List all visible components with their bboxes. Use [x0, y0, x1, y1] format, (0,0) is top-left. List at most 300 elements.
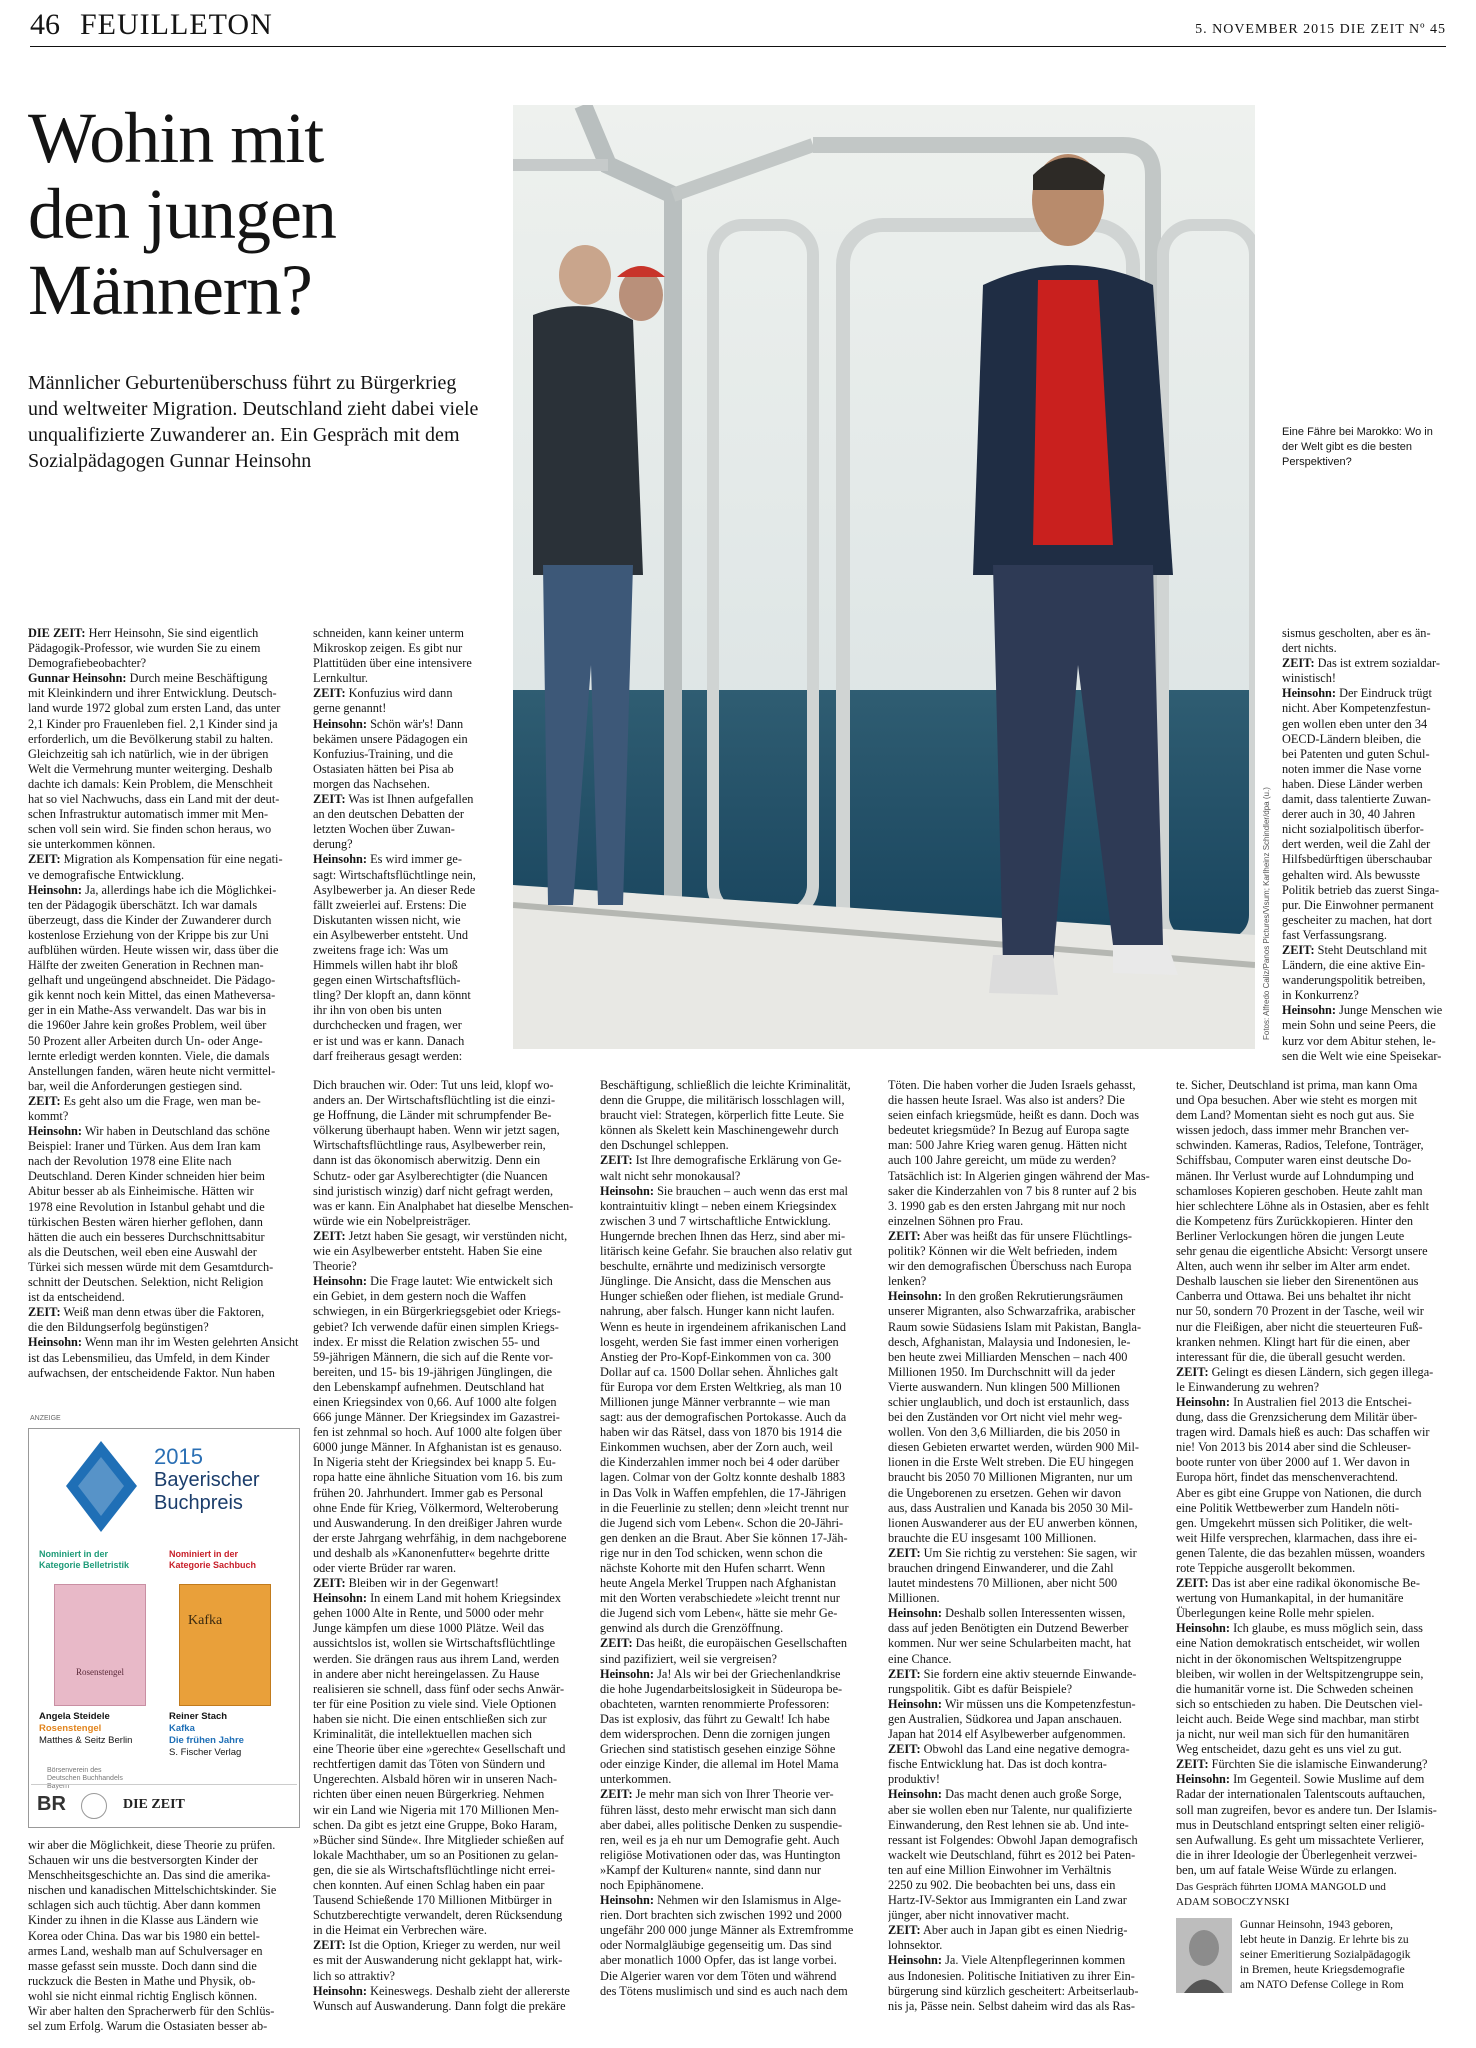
article-line	[888, 1184, 1163, 1199]
line-text: nur die Fleißigen, aber nicht die steuerteuren Fuß-	[1176, 1319, 1423, 1334]
book-cover-title: Kafka	[188, 1613, 223, 1628]
article-line	[888, 1667, 1163, 1682]
article-line	[600, 1591, 875, 1606]
line-text: Hungernde brechen Ihnen das Herz, sind aber mi-	[600, 1228, 846, 1243]
line-text: wir den demografischen Überschuss nach Europa	[888, 1259, 1132, 1274]
book-prize-ad[interactable]	[28, 1428, 300, 1828]
line-text: werden. Sie drängen raus aus ihrem Land, werden	[313, 1651, 560, 1666]
line-text: schamloses Kopieren geschoben. Heute zahlt man	[1176, 1183, 1423, 1198]
speaker-label: ZEIT:	[1176, 1576, 1209, 1591]
article-line	[1282, 868, 1452, 883]
line-text: Hilfsbedürftigen überschaubar	[1282, 852, 1432, 867]
category-nonfiction	[169, 1549, 256, 1571]
speaker-label: ZEIT:	[28, 852, 61, 867]
article-line	[600, 1682, 875, 1697]
article-line	[313, 1049, 483, 1064]
line-text: Asylbewerber ja. An dieser Rede	[313, 882, 476, 897]
article-line	[313, 1395, 588, 1410]
line-text: mit den Worten verabschiedete »leicht trennt nur	[600, 1591, 840, 1606]
book-subtitle: Die frühen Jahre	[169, 1735, 244, 1746]
article-line	[888, 1229, 1163, 1244]
article-line	[313, 1440, 588, 1455]
article-line	[888, 1938, 1163, 1953]
article-line	[28, 1883, 303, 1898]
line-text: aussichtslos ist, wollen sie Wirtschaftsflüchtlinge	[313, 1636, 556, 1651]
line-text: wir aber die Möglichkeit, diese Theorie zu prüfen.	[28, 1838, 276, 1852]
bio-line: am NATO Defense College in Rom	[1240, 1979, 1404, 1991]
article-line	[888, 1969, 1163, 1984]
line-text: die hohe Jugendarbeitslosigkeit in Südeuropa be-	[600, 1681, 843, 1696]
line-text: gescheiter zu machen, hat dort	[1282, 912, 1432, 927]
speaker-label: Heinsohn:	[600, 1183, 654, 1198]
line-text: schlagen sich auch tüchtig. Aber dann kommen	[28, 1898, 261, 1913]
line-text: derer auch in 30, 40 Jahren	[1282, 807, 1416, 822]
book-title: Kafka	[169, 1723, 195, 1734]
line-text: hat so viel Nachwuchs, dass ein Land mit der deut-	[28, 792, 280, 807]
article-line	[28, 822, 303, 837]
speaker-label: Heinsohn:	[28, 1124, 82, 1139]
article-line	[1282, 686, 1452, 701]
article-line	[888, 1606, 1163, 1621]
line-text: Politik betrieb das zuerst Singa-	[1282, 882, 1440, 897]
speaker-label: ZEIT:	[313, 686, 346, 701]
article-line	[888, 1395, 1163, 1410]
author-bio	[1240, 1918, 1452, 1993]
line-text: rige nur in den Tod schicken, wenn schon die	[600, 1545, 823, 1560]
article-line	[1176, 1470, 1451, 1485]
article-line	[313, 1938, 588, 1953]
article-line	[600, 1727, 875, 1742]
line-text: 2250 zu 902. Die beobachten bei uns, dass ein	[888, 1877, 1116, 1892]
article-line	[1282, 1018, 1452, 1033]
article-line	[28, 868, 303, 883]
speaker-label: Heinsohn:	[313, 716, 367, 731]
section-title: FEUILLETON	[80, 8, 273, 41]
article-line	[600, 1153, 875, 1168]
line-text: Tausend Schießende 170 Millionen Mitbürger in	[313, 1893, 553, 1908]
article-line	[1282, 701, 1452, 716]
book-cover-kafka[interactable]	[179, 1584, 271, 1706]
line-text: »Bücher sind Sünde«. Ihre Mitglieder schießen auf	[313, 1832, 564, 1847]
book-2-info	[169, 1711, 244, 1759]
article-line	[313, 1093, 588, 1108]
line-text: die Kompetenz fürs Zurückkopieren. Hinter den	[1176, 1213, 1413, 1228]
line-text: aber sie wollen eben nur Talente, nur qualifizierte	[888, 1802, 1133, 1817]
speaker-label: ZEIT:	[1282, 656, 1315, 671]
article-line	[888, 1516, 1163, 1531]
article-line	[1282, 626, 1452, 641]
article-line	[600, 1304, 875, 1319]
article-line	[1282, 671, 1452, 686]
line-text: Bleiben wir in der Gegenwart!	[345, 1576, 499, 1591]
line-text: braucht viel: Strategen, körperlich fitte Leute. Sie	[600, 1108, 844, 1123]
line-text: sind pazifiziert, weil sie vergreisen?	[600, 1651, 777, 1666]
speaker-label: ZEIT:	[1176, 1364, 1209, 1379]
article-line	[1176, 1803, 1451, 1818]
article-line	[1282, 898, 1452, 913]
article-line	[28, 747, 303, 762]
headline-line: Wohin mit	[28, 98, 324, 178]
line-text: rechtfertigen damit das Töten von Sündern und	[313, 1757, 545, 1772]
line-text: nie! Von 2013 bis 2014 aber sind die Schleuser-	[1176, 1440, 1411, 1455]
speaker-label: ZEIT:	[600, 1787, 633, 1802]
article-line	[888, 1365, 1163, 1380]
standfirst-line: unqualifizierte Zuwanderer an. Ein Gespräch mit dem	[28, 424, 460, 446]
line-text: Der Eindruck trügt	[1336, 686, 1432, 701]
article-line	[600, 1289, 875, 1304]
line-text: nischen und kanadischen Mittelschichtskinder. Sie	[28, 1883, 277, 1898]
article-line	[1176, 1380, 1451, 1395]
article-line	[1176, 1848, 1451, 1863]
article-line	[1176, 1516, 1451, 1531]
line-text: anders an. Der Wirtschaftsflüchtling ist die einzi-	[313, 1093, 556, 1108]
article-line	[600, 1848, 875, 1863]
article-line	[888, 1470, 1163, 1485]
article-line	[313, 1229, 588, 1244]
line-text: darf freiheraus gesagt werden:	[313, 1048, 463, 1063]
article-line	[1176, 1440, 1451, 1455]
article-line	[28, 928, 303, 943]
article-line	[313, 913, 483, 928]
line-text: hätten die auch ein besseres Durchschnittsabitur	[28, 1229, 265, 1244]
book-cover-rosenstengel[interactable]	[54, 1584, 146, 1706]
line-text: lagen. Colmar von der Goltz konnte deshalb 1883	[600, 1470, 846, 1485]
article-line	[600, 1878, 875, 1893]
line-text: und deshalb als »Kanonenfutter« begehrte dritte	[313, 1545, 550, 1560]
article-line	[1282, 943, 1452, 958]
article-line	[28, 1335, 303, 1350]
line-text: Wirtschaftsflüchtlinge raus, Asylbewerber rein,	[313, 1138, 546, 1153]
article-line	[600, 1486, 875, 1501]
line-text: sismus gescholten, aber es än-	[1282, 626, 1431, 640]
line-text: ben, um auf fatale Weise Würde zu erlangen.	[1176, 1862, 1397, 1877]
article-line	[888, 1727, 1163, 1742]
article-column-2	[313, 1078, 588, 2014]
line-text: Radar der internationalen Talentscouts auftauchen,	[1176, 1787, 1426, 1802]
speaker-label: Heinsohn:	[313, 1591, 367, 1606]
article-line	[313, 1078, 588, 1093]
line-text: aufwachsen, der entscheidende Faktor. Nun haben	[28, 1365, 275, 1380]
ad-label: ANZEIGE	[30, 1415, 61, 1422]
line-text: fällt zweierlei auf. Erstens: Die	[313, 897, 467, 912]
line-text: erforderlich, um die Bevölkerung stabil zu halten.	[28, 731, 274, 746]
standfirst-line: Männlicher Geburtenüberschuss führt zu Bürgerkrieg	[28, 372, 457, 394]
line-text: eine Chance.	[888, 1651, 952, 1666]
article-line	[28, 1154, 303, 1169]
article-line	[888, 1636, 1163, 1651]
article-line	[313, 1380, 588, 1395]
article-line	[313, 1425, 588, 1440]
line-text: Anstellungen fanden, wären heute nicht vermittel-	[28, 1063, 276, 1078]
article-line	[313, 1184, 588, 1199]
line-text: Das ist aber eine radikal ökonomische Be-	[1208, 1576, 1420, 1591]
prize-title-line: Bayerischer	[154, 1469, 260, 1491]
line-text: kranken nehmen. Klingt hart für die einen, aber	[1176, 1334, 1410, 1349]
line-text: in die Feuerlinie zu stellen; denn »leicht trennt nur	[600, 1500, 849, 1515]
line-text: masse gefasst sein musste. Doch dann sind die	[28, 1958, 257, 1973]
article-line	[888, 1169, 1163, 1184]
article-line	[600, 1244, 875, 1259]
line-text: Deutschland. Deren Kinder schneiden hier beim	[28, 1169, 265, 1184]
line-text: Ja, allerdings habe ich die Möglichkei-	[82, 882, 277, 897]
article-line	[1176, 1682, 1451, 1697]
article-line	[1282, 913, 1452, 928]
article-line	[313, 1591, 588, 1606]
article-line	[1282, 777, 1452, 792]
line-text: dung, dass die Grenzsicherung dem Militär über-	[1176, 1410, 1418, 1425]
line-text: richten über einen neuen Bürgerkrieg. Nehmen	[313, 1787, 545, 1802]
line-text: Dich brauchen wir. Oder: Tut uns leid, klopf wo-	[313, 1078, 554, 1092]
line-text: Beispiel: Iraner und Türken. Aus dem Iran kam	[28, 1139, 261, 1154]
line-text: litärisch keine Gefahr. Sie brauchen also relativ gut	[600, 1244, 852, 1259]
speaker-label: Heinsohn:	[888, 1696, 942, 1711]
line-text: Alten, auch wenn ihr selber im Alter arm endet.	[1176, 1259, 1411, 1274]
article-line	[313, 1410, 588, 1425]
article-line	[28, 1853, 303, 1868]
article-line	[1176, 1546, 1451, 1561]
line-text: Es wird immer ge-	[367, 852, 462, 867]
article-line	[1282, 762, 1452, 777]
article-line	[313, 732, 483, 747]
article-line	[888, 1455, 1163, 1470]
speaker-label: ZEIT:	[888, 1666, 921, 1681]
speaker-label: Heinsohn:	[1282, 1003, 1336, 1018]
article-line	[1176, 1138, 1451, 1153]
line-text: sagt: aus der demografischen Portokasse. Auch da	[600, 1410, 847, 1425]
line-text: zweitens frage ich: Was um	[313, 942, 449, 957]
seal-icon	[81, 1793, 107, 1819]
article-line	[313, 1727, 588, 1742]
article-line	[888, 1259, 1163, 1274]
line-text: bedeutet kriegsmüde? In Bezug auf Europa sagte	[888, 1123, 1130, 1138]
article-line	[313, 747, 483, 762]
line-text: dert nichts.	[1282, 641, 1337, 656]
line-text: Ostasiaten hätten bei Pisa ab	[313, 761, 454, 776]
line-text: Wenn man ihr im Westen gelehrten Ansicht	[82, 1335, 299, 1350]
article-column-1	[28, 626, 303, 1381]
line-text: Einwanderung, den Rest lehnen sie ab. Und inte-	[888, 1817, 1129, 1832]
article-line	[313, 1923, 588, 1938]
article-line	[600, 1969, 875, 1984]
article-line	[28, 958, 303, 973]
article-line	[600, 1425, 875, 1440]
prize-title-line: Buchpreis	[154, 1492, 243, 1514]
article-line	[1176, 1350, 1451, 1365]
category-line: Nominiert in der	[169, 1549, 239, 1559]
line-text: leicht auch. Beide Wege sind machbar, man stirbt	[1176, 1711, 1420, 1726]
article-line	[313, 1999, 588, 2014]
line-text: haben wir das Rätsel, dass von 1870 bis 1914 die	[600, 1425, 842, 1440]
article-line	[28, 1913, 303, 1928]
article-line	[888, 1984, 1163, 1999]
article-line	[1176, 1606, 1451, 1621]
line-text: kommt?	[28, 1109, 69, 1123]
article-line	[28, 2004, 303, 2019]
line-text: ressant ist Folgendes: Obwohl Japan demografisch	[888, 1832, 1138, 1847]
article-line	[28, 1305, 303, 1320]
line-text: zwischen 3 und 7 wirtschaftliche Entwicklung.	[600, 1213, 831, 1228]
article-column-5	[1176, 1078, 1451, 1878]
line-text: Aber es gibt eine Gruppe von Nationen, die durch	[1176, 1485, 1422, 1500]
article-line	[1176, 1772, 1451, 1787]
article-line	[313, 641, 483, 656]
line-text: morgen das Nachsehen.	[313, 776, 430, 791]
line-text: Mikroskop zeigen. Es gibt nur	[313, 641, 463, 656]
speaker-label: Heinsohn:	[313, 852, 367, 867]
article-line	[28, 671, 303, 686]
article-line	[313, 1259, 588, 1274]
article-line	[1282, 837, 1452, 852]
article-line	[600, 1606, 875, 1621]
speaker-label: DIE ZEIT:	[28, 626, 86, 640]
line-text: interessant für die, die überall gesucht werden.	[1176, 1349, 1406, 1364]
article-line	[600, 1093, 875, 1108]
line-text: kostenlose Erziehung von der Krippe bis zur Uni	[28, 927, 269, 942]
line-text: dachte ich damals: Kein Problem, die Menschheit	[28, 776, 273, 791]
book-cover-title: Rosenstengel	[76, 1667, 124, 1677]
header-rule	[30, 46, 1446, 47]
line-text: Dollar auf ca. 1500 Dollar sehen. Ähnliches galt	[600, 1364, 839, 1379]
article-line	[888, 1999, 1163, 2014]
speaker-label: Heinsohn:	[1176, 1621, 1230, 1636]
line-text: lohnsektor.	[888, 1938, 943, 1953]
article-line	[28, 1974, 303, 1989]
line-text: unserer Migranten, also Schwarzafrika, arabischer	[888, 1304, 1136, 1319]
line-text: die in ihrer Ideologie der Überlegenheit verzwei-	[1176, 1847, 1418, 1862]
line-text: »Kampf der Kulturen« nannte, sind dann nur	[600, 1862, 821, 1877]
article-line	[1176, 1214, 1451, 1229]
article-line	[1176, 1365, 1451, 1380]
article-line	[888, 1576, 1163, 1591]
author-portrait	[1176, 1918, 1232, 1993]
article-line	[313, 1018, 483, 1033]
article-line	[1282, 852, 1452, 867]
article-line	[888, 1591, 1163, 1606]
line-text: lokale Machthaber, um so an Positionen zu gelan-	[313, 1847, 559, 1862]
article-line	[313, 626, 483, 641]
article-line	[888, 1501, 1163, 1516]
article-line	[28, 1109, 303, 1124]
line-text: aufblühen würden. Heute wissen wir, dass über die	[28, 942, 279, 957]
line-text: wie ein Asylbewerber entsteht. Haben Sie eine	[313, 1244, 543, 1259]
line-text: Millionen.	[888, 1591, 940, 1606]
line-text: man: 500 Jahre Krieg waren genug. Hätten nicht	[888, 1138, 1128, 1153]
article-line	[313, 868, 483, 883]
headline-line: Männern?	[28, 250, 312, 330]
line-text: schen Infrastruktur automatisch immer mit Men-	[28, 807, 269, 822]
line-text: chen konnten. Auf einen Schlag haben ein paar	[313, 1877, 545, 1892]
bio-line: seiner Emeritierung Sozialpädagogik	[1240, 1949, 1411, 1961]
line-text: nahrung, aber falsch. Hunger kann nicht laufen.	[600, 1304, 835, 1319]
article-line	[888, 1787, 1163, 1802]
category-line: Nominiert in der	[39, 1549, 109, 1559]
article-line	[888, 1818, 1163, 1833]
article-line	[888, 1546, 1163, 1561]
line-text: den Lebenskampf aufnehmen. Deutschland hat	[313, 1379, 545, 1394]
article-line	[313, 1003, 483, 1018]
line-text: Ungerechten. Alsbald hören wir in unseren Nach-	[313, 1772, 558, 1787]
article-line	[313, 1034, 483, 1049]
line-text: Pädagogik-Professor, wie wurden Sie zu einem	[28, 641, 261, 656]
article-line	[1282, 973, 1452, 988]
article-line	[600, 1908, 875, 1923]
article-line	[888, 1335, 1163, 1350]
br-logo-icon: BR	[37, 1793, 66, 1815]
line-text: auch 100 Jahre gereicht, um müde zu werden?	[888, 1153, 1117, 1168]
line-text: saker die Kinderzahlen von 7 bis 8 runter auf 2 bis	[888, 1183, 1137, 1198]
line-text: gelhaft und ungeüngend abschneidet. Die Pädago-	[28, 973, 276, 988]
article-line	[600, 1078, 875, 1093]
line-text: soll man zugreifen, bevor es andere tun. Der Islamis-	[1176, 1802, 1437, 1817]
line-text: diesen Gebieten erwartet werden, würden 900 Mil-	[888, 1440, 1139, 1455]
article-line	[28, 1366, 303, 1381]
caption-line: Eine Fähre bei Marokko: Wo in	[1282, 426, 1433, 438]
article-line	[600, 1667, 875, 1682]
article-line	[600, 1531, 875, 1546]
article-column-4	[888, 1078, 1163, 2014]
article-line	[888, 1923, 1163, 1938]
line-text: Schutzberechtigte verwandelt, deren Rücksendung	[313, 1908, 563, 1923]
issue-date: 5. NOVEMBER 2015 DIE ZEIT Nº 45	[1195, 22, 1446, 37]
line-text: in Konkurrenz?	[1282, 988, 1359, 1003]
line-text: Deshalb lauschen sie lieber den Sirenentönen aus	[1176, 1274, 1419, 1289]
line-text: die humanitär vorne ist. Die Schweden scheinen	[1176, 1681, 1414, 1696]
article-line	[313, 1138, 588, 1153]
article-line	[600, 1818, 875, 1833]
line-text: haben. Diese Länder werben	[1282, 776, 1423, 791]
article-line	[313, 1561, 588, 1576]
line-text: le Einwanderung zu wehren?	[1176, 1379, 1320, 1394]
article-line	[28, 777, 303, 792]
line-text: Ja. Viele Altenpflegerinnen kommen	[942, 1953, 1126, 1968]
article-line	[313, 1169, 588, 1184]
line-text: Steht Deutschland mit	[1314, 942, 1427, 957]
line-text: ein Asylbewerber entsteht. Und	[313, 927, 469, 942]
article-line	[600, 1757, 875, 1772]
article-line	[600, 1440, 875, 1455]
line-text: führen lässt, desto mehr erwischt man sich dann	[600, 1802, 837, 1817]
article-line	[1176, 1757, 1451, 1772]
line-text: mit Kleinkindern und ihrer Entwicklung. Deutsch-	[28, 686, 277, 701]
article-line	[888, 1486, 1163, 1501]
line-text: sind juristisch winzig) darf nicht gefragt werden,	[313, 1183, 554, 1198]
line-text: winistisch!	[1282, 671, 1336, 686]
article-line	[313, 671, 483, 686]
article-line	[888, 1697, 1163, 1712]
speaker-label: ZEIT:	[600, 1153, 633, 1168]
article-line	[28, 1868, 303, 1883]
article-line	[1176, 1667, 1451, 1682]
article-line	[313, 1969, 588, 1984]
line-text: einen Kriegsindex von 0,66. Auf 1000 alte folgen	[313, 1394, 557, 1409]
article-line	[28, 686, 303, 701]
line-text: Einkommen wuchsen, aber der Zorn auch, weil	[600, 1440, 833, 1455]
article-line	[888, 1199, 1163, 1214]
line-text: Ländern, die eine aktive Ein-	[1282, 958, 1426, 973]
article-line	[888, 1772, 1163, 1787]
article-line	[1176, 1712, 1451, 1727]
line-text: Plattitüden über eine intensivere	[313, 656, 472, 671]
article-line	[600, 1516, 875, 1531]
article-line	[1176, 1093, 1451, 1108]
speaker-label: Heinsohn:	[28, 882, 82, 897]
category-line: Kategorie Belletristik	[39, 1560, 130, 1570]
article-line	[313, 837, 483, 852]
line-text: ten auf eine Million Einwohner im Verhältnis	[888, 1862, 1112, 1877]
article-line	[888, 1425, 1163, 1440]
article-line	[313, 1153, 588, 1168]
speaker-label: Heinsohn:	[600, 1893, 654, 1908]
